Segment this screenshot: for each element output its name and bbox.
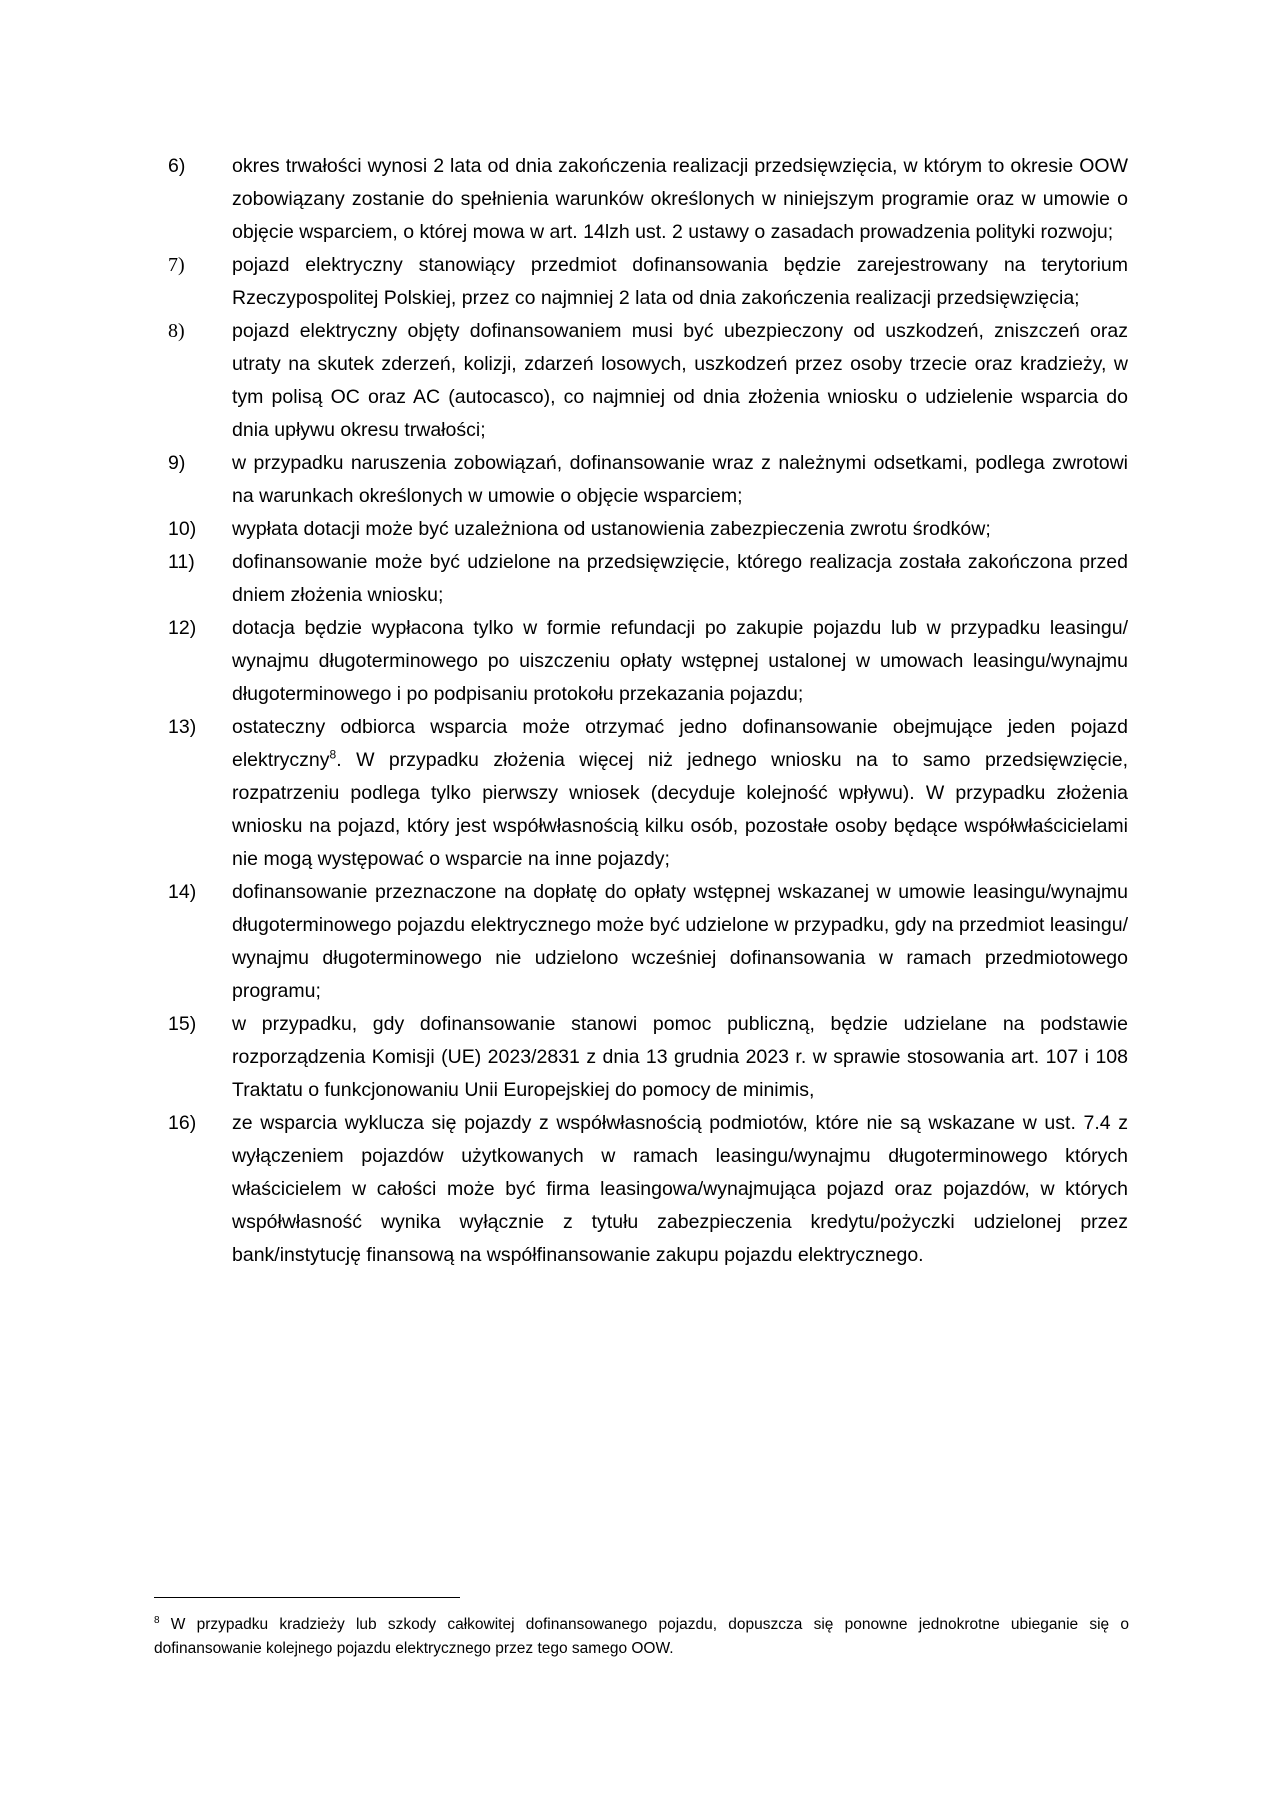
list-item-6 <box>168 150 1128 249</box>
item-text: wypłata dotacji może być uzależniona od ustanowienia zabezpieczenia zwrotu środków; <box>232 518 991 540</box>
item-text: w przypadku naruszenia zobowiązań, dofinansowanie wraz z należnymi odsetkami, podlega zwrotowi na warunkach określonych w umowie o objęcie wsparciem; <box>232 452 1128 507</box>
list-item-8 <box>168 315 1128 447</box>
item-number: 16) <box>168 1112 197 1134</box>
item-number: 13) <box>168 716 197 738</box>
list-item-15 <box>168 1008 1128 1107</box>
footnote-mark: 8 <box>154 1614 160 1626</box>
list-item-12 <box>168 612 1128 711</box>
item-text <box>232 711 1128 876</box>
list-item-7 <box>168 249 1128 315</box>
item-number: 8) <box>168 320 185 342</box>
item-number: 11) <box>168 551 195 573</box>
item-text: dotacja będzie wypłacona tylko w formie refundacji po zakupie pojazdu lub w przypadku leasingu/ wynajmu długoterminowego po uiszczeniu opłaty wstępnej ustalonej w umowach leasingu/wynajmu długoterminowego i po podpisaniu protokołu przekazania pojazdu; <box>232 617 1128 705</box>
footnote-reference[interactable]: 8 <box>329 747 337 762</box>
list-item-9 <box>168 447 1128 513</box>
item-number: 14) <box>168 881 197 903</box>
item-number: 6) <box>168 155 186 177</box>
item-number: 10) <box>168 518 197 540</box>
list-item-11 <box>168 546 1128 612</box>
item-text: pojazd elektryczny stanowiący przedmiot dofinansowania będzie zarejestrowany na terytorium Rzeczypospolitej Polskiej, przez co najmniej 2 lata od dnia zakończenia realizacji przedsięwzięcia; <box>232 254 1128 309</box>
item-text: w przypadku, gdy dofinansowanie stanowi pomoc publiczną, będzie udzielane na podstawie rozporządzenia Komisji (UE) 2023/2831 z dnia 13 grudnia 2023 r. w sprawie stosowania art. 107 i 108 Traktatu o funkcjonowaniu Unii Europejskiej do pomocy de minimis, <box>232 1013 1128 1101</box>
item-number: 12) <box>168 617 197 639</box>
conditions-list <box>168 150 1128 1272</box>
list-item-13 <box>168 711 1128 876</box>
item-text: ze wsparcia wyklucza się pojazdy z współwłasnością podmiotów, które nie są wskazane w ust. 7.4 z wyłączeniem pojazdów użytkowanych w ramach leasingu/wynajmu długoterminowego których właścicielem w całości może być firma leasingowa/wynajmująca pojazd oraz pojazdów, w których współwłasność wynika wyłącznie z tytułu zabezpieczenia kredytu/pożyczki udzielonej przez bank/instytucję finansową na współfinansowanie zakupu pojazdu elektrycznego. <box>232 1112 1128 1266</box>
item-text: pojazd elektryczny objęty dofinansowaniem musi być ubezpieczony od uszkodzeń, zniszczeń oraz utraty na skutek zderzeń, kolizji, zdarzeń losowych, uszkodzeń przez osoby trzecie oraz kradzieży, w tym polisą OC oraz AC (autocasco), co najmniej od dnia złożenia wniosku o udzielenie wsparcia do dnia upływu okresu trwałości; <box>232 320 1128 441</box>
item-text: dofinansowanie może być udzielone na przedsięwzięcie, którego realizacja została zakończona przed dniem złożenia wniosku; <box>232 551 1128 606</box>
item-text-part: ostateczny odbiorca wsparcia może otrzymać jedno dofinansowanie obejmujące jeden pojazd elektryczny <box>232 716 1128 771</box>
item-number: 9) <box>168 452 186 474</box>
item-text: okres trwałości wynosi 2 lata od dnia zakończenia realizacji przedsięwzięcia, w którym to okresie OOW zobowiązany zostanie do spełnienia warunków określonych w niniejszym programie oraz w umowie o objęcie wsparciem, o której mowa w art. 14lzh ust. 2 ustawy o zasadach prowadzenia polityki rozwoju; <box>232 155 1128 243</box>
footnote-separator <box>154 1597 460 1598</box>
item-number: 7) <box>168 254 185 276</box>
item-text: dofinansowanie przeznaczone na dopłatę do opłaty wstępnej wskazanej w umowie leasingu/wynajmu długoterminowego pojazdu elektrycznego może być udzielone w przypadku, gdy na przedmiot leasingu/ wynajmu długoterminowego nie udzielono wcześniej dofinansowania w ramach przedmiotowego programu; <box>232 881 1128 1002</box>
item-text-part: . W przypadku złożenia więcej niż jednego wniosku na to samo przedsięwzięcie, rozpatrzeniu podlega tylko pierwszy wniosek (decyduje kolejność wpływu). W przypadku złożenia wniosku na pojazd, który jest współwłasnością kilku osób, pozostałe osoby będące współwłaścicielami nie mogą występować o wsparcie na inne pojazdy; <box>232 749 1128 870</box>
item-number: 15) <box>168 1013 197 1035</box>
footnote-text: W przypadku kradzieży lub szkody całkowitej dofinansowanego pojazdu, dopuszcza się ponowne jednokrotne ubieganie się o dofinansowanie kolejnego pojazdu elektrycznego przez tego samego OOW. <box>154 1616 1129 1657</box>
list-item-10 <box>168 513 1128 546</box>
list-item-14 <box>168 876 1128 1008</box>
footnote <box>154 1613 1129 1661</box>
list-item-16 <box>168 1107 1128 1272</box>
